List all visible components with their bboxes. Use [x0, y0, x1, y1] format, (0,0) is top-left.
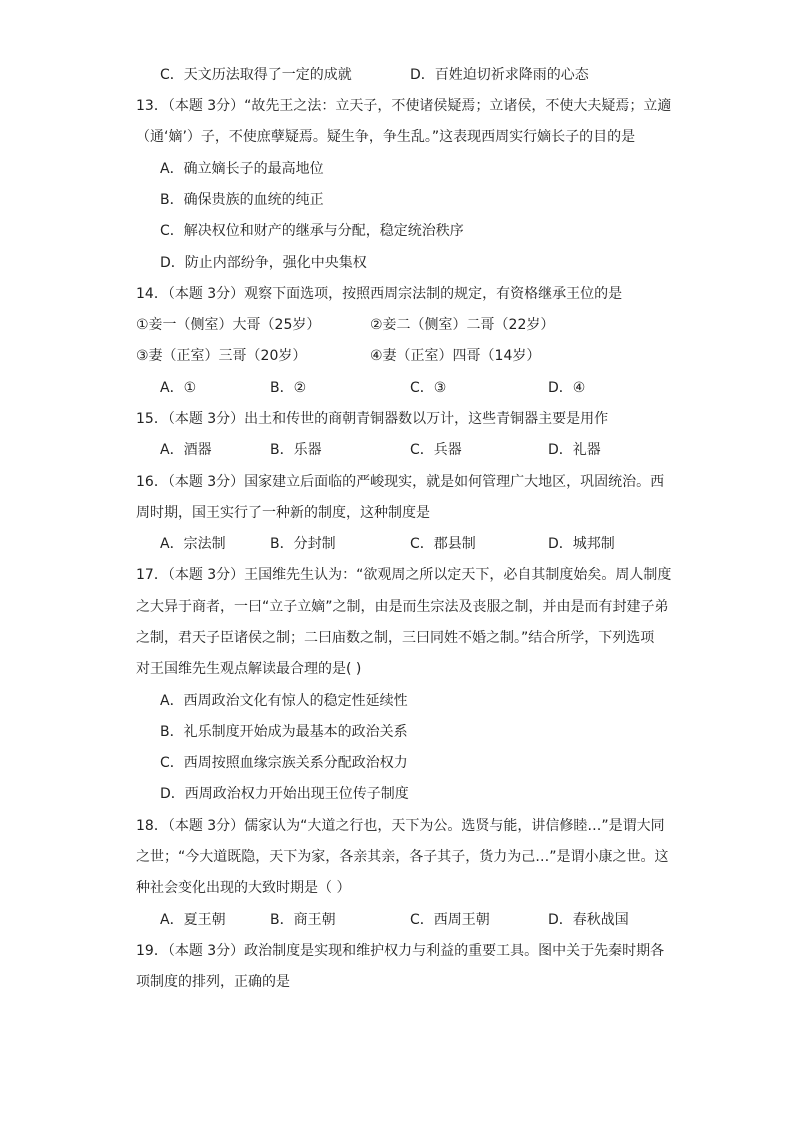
q14-item-3: ③妻（正室）三哥（20岁）	[136, 348, 307, 364]
q14-item-2: ②妾二（侧室）二哥（22岁）	[370, 317, 555, 333]
q17-option-b[interactable]: B．礼乐制度开始成为最基本的政治关系	[160, 724, 408, 740]
q13-option-b-row	[0, 188, 794, 212]
q17-option-a-row	[0, 689, 794, 713]
q15-option-c[interactable]: C．兵器	[410, 442, 462, 458]
q18-stem-text-3: 种社会变化出现的大致时期是（ ）	[136, 880, 351, 896]
q17-stem-text-2: 之大异于商者，一曰“立子立嫡”之制，由是而生宗法及丧服之制，并由是而有封建子弟	[136, 599, 669, 615]
q19-stem-text-2: 项制度的排列，正确的是	[136, 974, 290, 990]
q17-stem-line-4	[0, 657, 794, 681]
q12-option-c[interactable]: C．天文历法取得了一定的成就	[160, 67, 352, 83]
q13-stem-text-2: （通‘嫡’）子，不使庶孽疑焉。疑生争，争生乱。”这表现西周实行嫡长子的目的是	[136, 129, 636, 145]
q16-option-a[interactable]: A．宗法制	[160, 536, 226, 552]
q13-option-a[interactable]: A．确立嫡长子的最高地位	[160, 161, 324, 177]
q17-option-d-row	[0, 782, 794, 806]
q16-option-c[interactable]: C．郡县制	[410, 536, 476, 552]
q17-stem-text-3: 之制，君天子臣诸侯之制；二曰庙数之制，三曰同姓不婚之制。”结合所学，下列选项	[136, 630, 655, 646]
q18-option-a[interactable]: A．夏王朝	[160, 912, 226, 928]
q16-option-b[interactable]: B．分封制	[270, 536, 336, 552]
q14-option-d[interactable]: D．④	[548, 380, 586, 396]
q13-stem-text-1: 13．（本题 3分）“故先王之法：立天子，不使诸侯疑焉；立诸侯，不使大夫疑焉；立適	[136, 98, 672, 114]
q13-option-a-row	[0, 157, 794, 181]
q17-stem-line-3	[0, 626, 794, 650]
q16-stem-text-2: 周时期，国王实行了一种新的制度，这种制度是	[136, 505, 430, 521]
q13-option-b[interactable]: B．确保贵族的血统的纯正	[160, 192, 324, 208]
q13-stem-line-2	[0, 125, 794, 149]
q13-option-d-row	[0, 251, 794, 275]
q15-option-a[interactable]: A．酒器	[160, 442, 212, 458]
q18-stem-line-3	[0, 876, 794, 900]
q18-stem-line-1	[0, 814, 794, 838]
q19-stem-line-1	[0, 939, 794, 963]
q16-stem-text-1: 16．（本题 3分）国家建立后面临的严峻现实，就是如何管理广大地区，巩固统治。西	[136, 474, 665, 490]
q15-option-b[interactable]: B．乐器	[270, 442, 322, 458]
q14-items-row-2	[0, 344, 794, 368]
q15-stem-text: 15．（本题 3分）出土和传世的商朝青铜器数以万计，这些青铜器主要是用作	[136, 411, 609, 427]
q18-stem-text-2: 之世；“今大道既隐，天下为家，各亲其亲，各子其子，货力为己…”是谓小康之世。这	[136, 849, 669, 865]
q13-stem-line-1	[0, 94, 794, 118]
q14-options-row	[0, 376, 794, 400]
q16-option-d[interactable]: D．城邦制	[548, 536, 615, 552]
q17-option-c[interactable]: C．西周按照血缘宗族关系分配政治权力	[160, 755, 408, 771]
q13-option-c-row	[0, 219, 794, 243]
q13-option-c[interactable]: C．解决权位和财产的继承与分配，稳定统治秩序	[160, 223, 464, 239]
q14-item-4: ④妻（正室）四哥（14岁）	[370, 348, 541, 364]
q16-options-row	[0, 532, 794, 556]
q16-stem-line-1	[0, 470, 794, 494]
q15-option-d[interactable]: D．礼器	[548, 442, 601, 458]
q17-option-a[interactable]: A．西周政治文化有惊人的稳定性延续性	[160, 693, 408, 709]
q15-options-row	[0, 438, 794, 462]
q18-options-row	[0, 908, 794, 932]
q14-option-a[interactable]: A．①	[160, 380, 197, 396]
q15-stem-line	[0, 407, 794, 431]
q17-option-b-row	[0, 720, 794, 744]
q19-stem-text-1: 19．（本题 3分）政治制度是实现和维护权力与利益的重要工具。图中关于先秦时期各	[136, 943, 665, 959]
q14-option-c[interactable]: C．③	[410, 380, 447, 396]
q13-option-d[interactable]: D．防止内部纷争，强化中央集权	[160, 255, 367, 271]
q14-items-row-1	[0, 313, 794, 337]
q16-stem-line-2	[0, 501, 794, 525]
q17-stem-line-2	[0, 595, 794, 619]
q14-stem-text: 14．（本题 3分）观察下面选项，按照西周宗法制的规定，有资格继承王位的是	[136, 286, 623, 302]
q14-stem-line	[0, 282, 794, 306]
q17-stem-line-1	[0, 563, 794, 587]
q12-option-d[interactable]: D．百姓迫切祈求降雨的心态	[410, 67, 589, 83]
q18-stem-text-1: 18．（本题 3分）儒家认为“大道之行也，天下为公。选贤与能，讲信修睦…”是谓大同	[136, 818, 665, 834]
q19-stem-line-2	[0, 970, 794, 994]
q12-options-row	[0, 63, 794, 87]
q17-stem-text-1: 17．（本题 3分）王国维先生认为：“欲观周之所以定天下，必自其制度始矣。周人制度	[136, 567, 672, 583]
q18-option-b[interactable]: B．商王朝	[270, 912, 336, 928]
q18-option-c[interactable]: C．西周王朝	[410, 912, 490, 928]
q18-option-d[interactable]: D．春秋战国	[548, 912, 629, 928]
q17-stem-text-4: 对王国维先生观点解读最合理的是( )	[136, 661, 362, 677]
q17-option-d[interactable]: D．西周政治权力开始出现王位传子制度	[160, 786, 409, 802]
q18-stem-line-2	[0, 845, 794, 869]
q14-option-b[interactable]: B．②	[270, 380, 307, 396]
q14-item-1: ①妾一（侧室）大哥（25岁）	[136, 317, 321, 333]
q17-option-c-row	[0, 751, 794, 775]
